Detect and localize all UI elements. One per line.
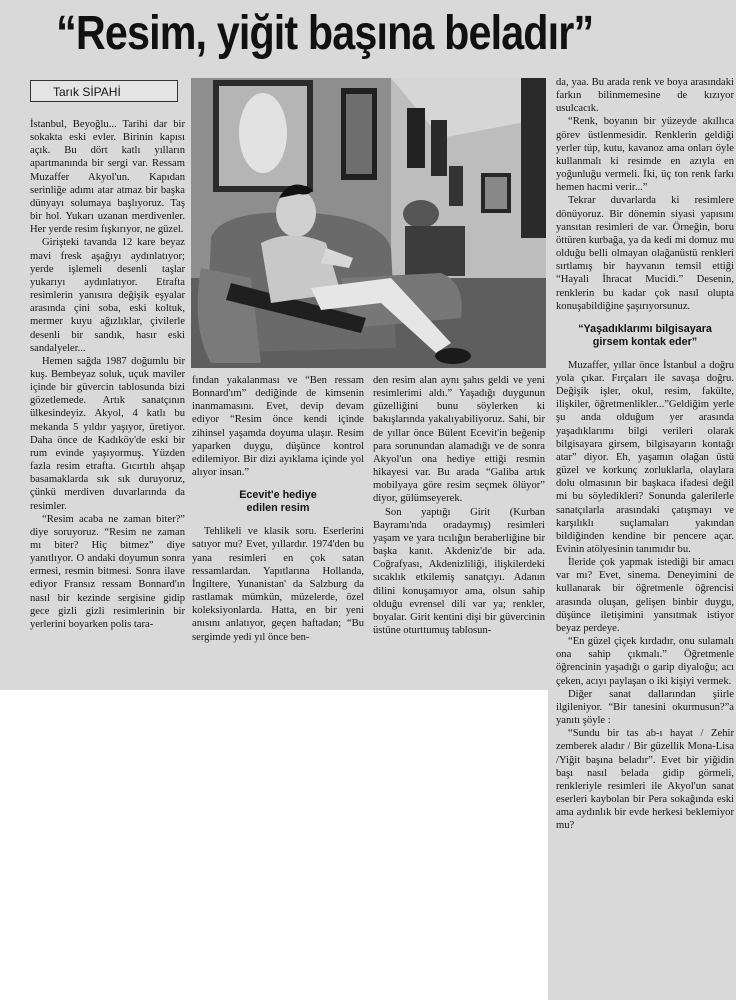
subheading-line: “Yaşadıklarımı bilgisayara (578, 322, 712, 335)
paragraph: Tekrar duvarlarda ki resimlere dönüyoruz. Bir dönemin siyasi yapısını yansıtan resimleri de var. Örneğin, boru öttüren kurbağa, ya da kedi mi domuz mu olduğu belli olmayan olağanüstü renkleri sırtlamış bir hayvanın temsil ettiği “Hayali İhracat Mucidi.” Desenin, renklerin bu kadar çok nasıl olupta konuşabildiğine şaşırıyorsunuz. (556, 195, 734, 312)
paragraph: fından yakalanması ve “Ben ressam Bonnard'ım” dediğinde de kimsenin inanmamasını. Evet, devip devam ediyor “Resim önce kendi içinde zihinsel yaşamda doyuma ulaşır. Resim yaparken duygu, düşünce kontrol edilemiyor. Bir dizi ayıklama içinde yol alıyor insan.” (192, 375, 364, 479)
headline: “Resim, yiğit başına beladır” (56, 7, 594, 60)
paragraph: “Renk, boyanın bir yüzeyde akıllıca görev üstlenmesidir. Renklerin geldiği yerler tüp, kutu, kavanoz ama onları öyle kullanmalı ki resimde en azıyla en yoğunluğu vermeli. İki, üç ton renk farkı hemen hacmi verir...” (556, 116, 734, 194)
paragraph: den resim alan aynı şahıs geldi ve yeni resimlerimi aldı.” Yaşadığı duygunun güzelliğini bunu söylerken ki bakışlarında yakalıyabiliyoruz. Sahi, bir de yıllar önce Bülent Ecevit'in beğenip para sorunundan alamadığı ve de sonra Akyol'un ona hediye ettiği resmin hikayesi var. Bu arada “Galiba artık mobilyaya göre resim seçmek ölüyor” diyor, gülümseyerek. (373, 375, 545, 505)
subheading-line: edilen resim (246, 502, 310, 515)
paragraph: Hemen sağda 1987 doğumlu bir kuş. Bembeyaz soluk, uçuk maviler içinde bir güvercin tablosunda bizi gözetlemede. Artık sanatçının ülkesindeyiz. Akyol, 4 katlı bu mekanda 5 yıldır yaşıyor, üretiyor. Daha önce de Kadıköy'de eski bir rum evinde yaşıyormuş. Yüzden fazla resim etrafta. Gıcırtılı ahşap basamaklarda sık sık duruyoruz, çünkü merdiven duvarlarında da resimler. (30, 355, 185, 512)
paragraph: Girişteki tavanda 12 kare beyaz mavi fresk aşağıyı aydınlatıyor; yerde işlemeli desenli taşlar yukarıyı aydınlatıyor. Etrafta resimlerin yanısıra değişik eşyalar arasında çini soba, eski koltuk, mermer kuyu ağızlıklar, çivilerle desenli bir sandık, hasır eski sandalyeler... (30, 237, 185, 354)
paragraph: “En güzel çiçek kırdadır, onu sulamalı ona sahip çıkmalı.” Öğretmenle öğrencinin yaşadığı o garip diyaloğu; acı çeken, acıyı paylaşan o iki kişiyi vermek. (556, 636, 734, 687)
subheading-line: Ecevit'e hediye (239, 489, 317, 502)
byline: Tarık SİPAHİ (30, 80, 178, 102)
paragraph: İleride çok yapmak istediği bir amacı var mı? Evet, sinema. Deneyimini de kullanarak bir öğretmenle öğrencisi arasında oluşan, gelişen binbir duygu, düşünce iletişimini yansıtmak istiyor beyaz perdeye. (556, 557, 734, 634)
column-2 (192, 374, 364, 684)
blank-area (0, 690, 548, 1000)
subheading-ecevit (192, 489, 364, 515)
subheading-computer (556, 323, 734, 349)
paragraph: Diğer sanat dallarından şiirle ilgileniyor. “Bir tanesini okurmusun?”a yanıtı şöyle : (556, 688, 734, 727)
paragraph: da, yaa. Bu arada renk ve boya arasındaki farkın bilinmemesine de kızıyor usulcacık. (556, 77, 734, 115)
paragraph: Muzaffer, yıllar önce İstanbul a doğru yola çıkar. Fırçaları ile savaşa doğru. Değişik işler, okul, resim, fakülte, ilişkiler, öğretmenlikler...”Geldiğim yerle şu anda olduğum yer arasında yaşadıklarımı bilgi verileri olarak bilgisayara girsem, bilgisayarın kontağı atar” diyor. Eh, yaşamın olağan üstü güzel ve korkunç zorluklarla, olaylara dolu olmasının bir başkaca ifadesi değil mi bu söyledikleri? Sonunda galerilerle sanatçılarla arasındaki çatışmayı ve karşılıklı suçlamaları yakından bildiğinden kendine bir pencere açar. Evinin atölyesinin tanımıdır bu. (556, 359, 734, 555)
paragraph: Tehlikeli ve klasik soru. Eserlerini satıyor mu? Evet, yıllardır. 1974'den bu yana resimleri en çok satan ressamlardan. Yapıtlarına Hollanda, İngiltere, Yunanistan' da Salzburg da rastlamak mümkün, müzelerde, özel koleksiyonlarda. Hatta, en bir yeni anısını anlatıyor, geçen haftadan; “Bu sergimde yedi yıl önce ben- (192, 526, 364, 643)
paragraph: Son yaptığı Girit (Kurban Bayramı'nda oradaymış) resimleri yaşam ve yara tıcılığın beraberliğine bir başka kanıt. Akdeniz'de bir ada. Coğrafyası, Akdenizliliği, ilişkilerdeki sıcaklık etkilemiş sanatçıyı. Adanın dilini konuşamıyor ama, olsun sahip olduğu evrensel dili var ya; renkler, boyalar. Girit kentini dişi bir güvercinin üstüne oturttumuş tablosun- (373, 506, 545, 636)
column-4 (556, 76, 734, 996)
paragraph: “Resim acaba ne zaman biter?” diye soruyoruz. “Resim ne zaman mı biter? Hiç bitmez” diye yanıtlıyor. O andaki doyumun sonra ermesi, resmin bitmesi. Sonra ilave ediyor Fransız ressam Bonnard'ın nasıl bir kezinde sergisine gidip gece gizli gizli resimlerinin bir yerlerini boyarken polis tara- (30, 513, 185, 630)
column-1 (30, 118, 185, 683)
paragraph: “Sundu bir tas ab-ı hayat / Zehir zemberek aladır / Bir güzellik Mona-Lisa /Yiğit başına beladır”. Evet bir yiğidin başı nasıl belada gidip görmeli, renkleriyle resimleri ile Akyol'un sanat eserleri kaybolan bir Pera sokağında eski ama aydınlık bir evde herkesi beklemiyor mu? (556, 728, 734, 832)
paragraph: İstanbul, Beyoğlu... Tarihi dar bir sokakta eski evler. Birinin kapısı açık. Bu dört katlı yılların apartmanında bir sergi var. Ressam Muzaffer Akyol'un. Kapıdan serinliğe adımı atar atmaz bir başka dünyayı solumaya başlıyoruz. Taş bir hol. Yukarı uzanan merdivenler. Her yerde resim fışkırıyor, ne güzel. (30, 119, 185, 236)
column-3 (373, 374, 545, 684)
artist-photo (191, 78, 546, 368)
subheading-line: girsem kontak eder” (592, 335, 698, 348)
